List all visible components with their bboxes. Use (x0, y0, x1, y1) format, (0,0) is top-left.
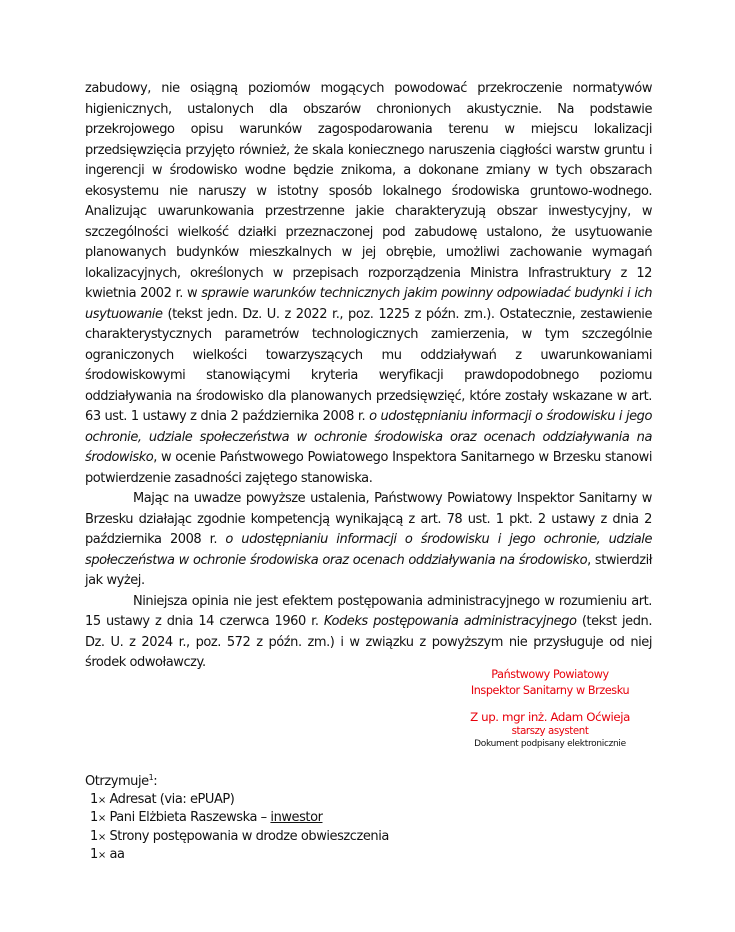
recipient-text: Adresat (via: ePUAP) (109, 791, 235, 807)
multiply-sign: × (97, 831, 106, 843)
recipient-item (85, 828, 485, 847)
recipient-text: Pani Elżbieta Raszewska – (109, 810, 271, 825)
recipient-item (85, 791, 485, 810)
footnote-mark: 1 (148, 773, 154, 782)
act-title: o udostępnianiu informacji o środowisku i jego ochronie, udziale społeczeństwa w ochronie środowiska oraz ocenach oddziaływania na środowisko (85, 409, 652, 465)
multiply-sign: × (97, 850, 106, 861)
recipient-count: 1 (90, 791, 98, 807)
code-title: Kodeks postępowania administracyjnego (323, 614, 577, 629)
act-title: o udostępnianiu informacji o środowisku i jego ochronie, udziale społeczeństwa w ochronie środowiska oraz ocenach oddziaływania na środowisko (85, 532, 652, 568)
recipient-item (85, 846, 485, 865)
recipients-heading (85, 773, 485, 791)
paragraph-text: Mając na uwadze powyższe ustalenia, Państwowy Powiatowy Inspektor Sanitarny w Brzesku działając zgodnie kompetencją wynikającą z art. 78 ust. 1 pkt. 2 ustawy z dnia 2 października 2008 r. (85, 491, 652, 547)
recipient-count: 1 (90, 810, 98, 825)
recipient-text: aa (109, 847, 125, 862)
signature-office-line-2: Inspektor Sanitarny w Brzesku (470, 683, 630, 697)
paragraph-text: (tekst jedn. Dz. U. z 2024 r., poz. 572 z późn. zm.) i w związku z powyższym nie przysługuje od niej środek odwoławczy. (85, 614, 652, 670)
multiply-sign: × (97, 813, 106, 824)
regulation-title: sprawie warunków technicznych jakim powinny odpowiadać budynki i ich usytuowanie (85, 286, 652, 322)
paragraph-assessment (85, 79, 652, 489)
recipients-list (85, 773, 485, 865)
recipient-text: Strony postępowania w drodze obwieszczenia (109, 828, 389, 844)
recipients-heading-text: Otrzymuje (85, 774, 149, 789)
paragraph-text: , stwierdził jak wyżej. (85, 552, 652, 588)
recipient-item (85, 809, 485, 828)
electronic-signature-note: Dokument podpisany elektronicznie (474, 739, 626, 749)
signature-block (440, 667, 660, 750)
paragraph-text: zabudowy, nie osiągną poziomów mogących powodować przekroczenie normatywów higienicznych, ustalonych dla obszarów chronionych akustycznie. Na podstawie przekrojowego opisu warunków zagospodarowania terenu w miejscu lokalizacji przedsięwzięcia przyjęto również, że skala koniecznego naruszenia ciągłości warstw gruntu i ingerencji w środowisko wodne będzie znikoma, a dokonane zmiany w tych obszarach ekosystemu nie naruszy w istotny sposób lokalnego środowiska gruntowo-wodnego. Analizując uwarunkowania przestrzenne jakie charakteryzują obszar inwestycyjny, w szczególności wielkość działki przeznaczonej pod zabudowę ustalono, że usytuowanie planowanych budynków mieszkalnych w jej obrębie, umożliwi zachowanie wymagań lokalizacyjnych, określonych w przepisach rozporządzenia Ministra Infrastruktury z 12 kwietnia 2002 r. w (85, 81, 652, 301)
signature-spacer (440, 698, 660, 709)
signature-office-line-1: Państwowy Powiatowy (491, 668, 609, 681)
paragraph-text: Niniejsza opinia nie jest efektem postępowania administracyjnego w rozumieniu art. 15 ustawy z dnia 14 czerwca 1960 r. (85, 593, 652, 629)
recipient-count: 1 (90, 828, 98, 844)
signatory-role: starszy asystent (511, 726, 589, 737)
heading-colon: : (153, 774, 158, 789)
paragraph-text: (tekst jedn. Dz. U. z 2022 r., poz. 1225 z późn. zm.). Ostatecznie, zestawienie charakterystycznych parametrów technologicznych zamierzenia, w tym szczególnie ograniczonych wielkości towarzyszących mu oddziaływań z uwarunkowaniami środowiskowymi stanowiącymi kryteria weryfikacji prawdopodobnego poziomu oddziaływania na środowisko dla planowanych przedsięwzięć, które zostały wskazane w art. 63 ust. 1 ustawy z dnia 2 października 2008 r. (85, 306, 652, 424)
multiply-sign: × (97, 794, 106, 806)
paragraph-appeal-note (85, 592, 652, 674)
recipient-role: inwestor (270, 810, 323, 825)
recipient-count: 1 (90, 847, 98, 862)
signatory-name: Z up. mgr inż. Adam Oćwieja (470, 710, 630, 724)
document-body (85, 79, 652, 674)
paragraph-text: , w ocenie Państwowego Powiatowego Inspektora Sanitarnego w Brzesku stanowi potwierdzenie zasadności zajętego stanowiska. (85, 450, 652, 486)
paragraph-conclusion (85, 489, 652, 592)
